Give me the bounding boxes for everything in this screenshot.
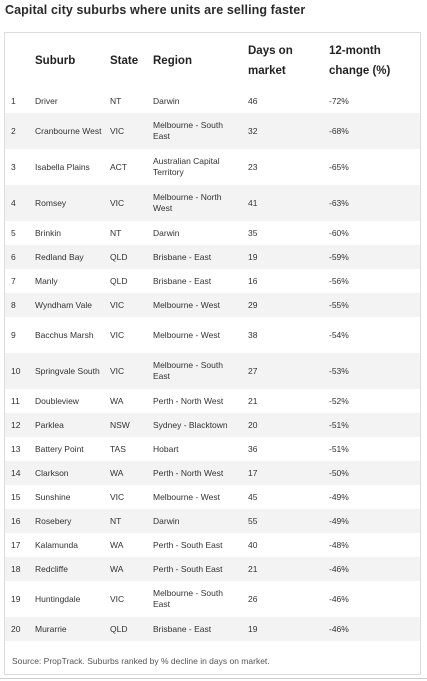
cell-days-on-market: 17 bbox=[248, 467, 258, 478]
cell-change: -46% bbox=[329, 623, 349, 634]
cell-suburb: Driver bbox=[35, 95, 58, 106]
column-header-12-month-change: 12-month change (%) bbox=[329, 45, 391, 77]
cell-rank: 10 bbox=[11, 365, 21, 376]
cell-rank: 11 bbox=[11, 395, 20, 406]
cell-suburb: Clarkson bbox=[35, 467, 69, 478]
cell-days-on-market: 38 bbox=[248, 329, 258, 340]
cell-rank: 20 bbox=[11, 623, 21, 634]
cell-change: -50% bbox=[329, 467, 349, 478]
cell-suburb: Brinkin bbox=[35, 227, 61, 238]
cell-region: Brisbane - East bbox=[153, 275, 212, 286]
cell-days-on-market: 19 bbox=[248, 623, 258, 634]
bottom-divider bbox=[0, 678, 427, 679]
cell-suburb: Doubleview bbox=[35, 395, 79, 406]
cell-suburb: Wyndham Vale bbox=[35, 299, 92, 310]
table-row bbox=[5, 485, 420, 509]
cell-state: NT bbox=[110, 95, 122, 106]
cell-suburb: Manly bbox=[35, 275, 58, 286]
cell-rank: 4 bbox=[11, 197, 16, 208]
cell-rank: 3 bbox=[11, 161, 16, 172]
cell-change: -72% bbox=[329, 95, 349, 106]
suburbs-table bbox=[5, 33, 420, 641]
cell-change: -46% bbox=[329, 563, 349, 574]
cell-rank: 1 bbox=[11, 95, 16, 106]
table-row bbox=[5, 89, 420, 113]
table-row bbox=[5, 581, 420, 617]
cell-state: QLD bbox=[110, 251, 128, 262]
cell-state: VIC bbox=[110, 365, 125, 376]
table-row bbox=[5, 149, 420, 185]
cell-region: Brisbane - East bbox=[153, 623, 212, 634]
source-note: Source: PropTrack. Suburbs ranked by % decline in days on market. bbox=[12, 656, 270, 666]
cell-change: -60% bbox=[329, 227, 349, 238]
cell-suburb: Parklea bbox=[35, 419, 64, 430]
cell-region: Melbourne - South East bbox=[153, 588, 223, 609]
table-row bbox=[5, 509, 420, 533]
cell-state: VIC bbox=[110, 491, 125, 502]
cell-region: Perth - North West bbox=[153, 395, 224, 406]
column-header-suburb: Suburb bbox=[35, 55, 76, 67]
column-header-days-on-market: Days on market bbox=[248, 45, 293, 77]
cell-days-on-market: 46 bbox=[248, 95, 258, 106]
cell-region: Melbourne - South East bbox=[153, 120, 223, 141]
cell-state: WA bbox=[110, 539, 124, 550]
cell-change: -51% bbox=[329, 419, 349, 430]
table-row bbox=[5, 389, 420, 413]
cell-days-on-market: 41 bbox=[248, 197, 258, 208]
cell-state: WA bbox=[110, 467, 124, 478]
cell-days-on-market: 40 bbox=[248, 539, 258, 550]
cell-change: -63% bbox=[329, 197, 349, 208]
cell-state: VIC bbox=[110, 125, 125, 136]
cell-state: WA bbox=[110, 395, 124, 406]
cell-days-on-market: 32 bbox=[248, 125, 258, 136]
cell-state: QLD bbox=[110, 275, 128, 286]
cell-rank: 16 bbox=[11, 515, 21, 526]
cell-change: -55% bbox=[329, 299, 349, 310]
table-row bbox=[5, 353, 420, 389]
cell-region: Darwin bbox=[153, 515, 180, 526]
cell-rank: 7 bbox=[11, 275, 16, 286]
cell-state: TAS bbox=[110, 443, 126, 454]
cell-change: -68% bbox=[329, 125, 349, 136]
cell-rank: 6 bbox=[11, 251, 16, 262]
cell-change: -65% bbox=[329, 161, 349, 172]
cell-region: Sydney - Blacktown bbox=[153, 419, 228, 430]
cell-region: Perth - South East bbox=[153, 539, 223, 550]
cell-days-on-market: 16 bbox=[248, 275, 258, 286]
cell-suburb: Kalamunda bbox=[35, 539, 79, 550]
table-row bbox=[5, 293, 420, 317]
cell-state: QLD bbox=[110, 623, 128, 634]
column-header-region: Region bbox=[153, 55, 192, 67]
cell-rank: 5 bbox=[11, 227, 16, 238]
cell-state: NSW bbox=[110, 419, 130, 430]
cell-region: Melbourne - West bbox=[153, 299, 220, 310]
cell-state: NT bbox=[110, 515, 122, 526]
column-header-state: State bbox=[110, 55, 139, 67]
cell-days-on-market: 29 bbox=[248, 299, 258, 310]
table-row bbox=[5, 245, 420, 269]
column-header-rank bbox=[5, 33, 31, 89]
table-row bbox=[5, 617, 420, 641]
cell-region: Melbourne - South East bbox=[153, 360, 223, 381]
cell-region: Australian Capital Territory bbox=[153, 156, 220, 177]
data-table-card bbox=[4, 32, 421, 675]
cell-change: -49% bbox=[329, 491, 349, 502]
cell-suburb: Cranbourne West bbox=[35, 125, 102, 136]
cell-rank: 13 bbox=[11, 443, 21, 454]
cell-rank: 9 bbox=[11, 329, 16, 340]
cell-change: -49% bbox=[329, 515, 349, 526]
table-row bbox=[5, 317, 420, 353]
cell-state: VIC bbox=[110, 299, 125, 310]
cell-days-on-market: 55 bbox=[248, 515, 258, 526]
cell-suburb: Bacchus Marsh bbox=[35, 329, 94, 340]
cell-suburb: Huntingdale bbox=[35, 593, 81, 604]
cell-change: -51% bbox=[329, 443, 349, 454]
cell-state: NT bbox=[110, 227, 122, 238]
cell-rank: 17 bbox=[11, 539, 21, 550]
cell-days-on-market: 36 bbox=[248, 443, 258, 454]
cell-region: Melbourne - West bbox=[153, 329, 220, 340]
cell-suburb: Redland Bay bbox=[35, 251, 84, 262]
cell-rank: 12 bbox=[11, 419, 21, 430]
cell-rank: 14 bbox=[11, 467, 21, 478]
cell-rank: 19 bbox=[11, 593, 21, 604]
cell-region: Darwin bbox=[153, 95, 180, 106]
cell-change: -48% bbox=[329, 539, 349, 550]
table-row bbox=[5, 113, 420, 149]
cell-region: Perth - North West bbox=[153, 467, 224, 478]
cell-rank: 8 bbox=[11, 299, 16, 310]
cell-suburb: Battery Point bbox=[35, 443, 84, 454]
cell-days-on-market: 23 bbox=[248, 161, 258, 172]
cell-region: Melbourne - West bbox=[153, 491, 220, 502]
table-row bbox=[5, 221, 420, 245]
cell-change: -54% bbox=[329, 329, 349, 340]
table-body bbox=[5, 89, 420, 641]
table-row bbox=[5, 533, 420, 557]
table-row bbox=[5, 437, 420, 461]
cell-days-on-market: 26 bbox=[248, 593, 258, 604]
cell-region: Darwin bbox=[153, 227, 180, 238]
cell-days-on-market: 21 bbox=[248, 395, 258, 406]
cell-region: Brisbane - East bbox=[153, 251, 212, 262]
cell-state: VIC bbox=[110, 197, 125, 208]
cell-state: VIC bbox=[110, 593, 125, 604]
cell-change: -46% bbox=[329, 593, 349, 604]
cell-suburb: Springvale South bbox=[35, 365, 100, 376]
cell-days-on-market: 35 bbox=[248, 227, 258, 238]
cell-state: ACT bbox=[110, 161, 127, 172]
cell-days-on-market: 19 bbox=[248, 251, 258, 262]
cell-change: -59% bbox=[329, 251, 349, 262]
cell-rank: 18 bbox=[11, 563, 21, 574]
cell-state: WA bbox=[110, 563, 124, 574]
table-row bbox=[5, 413, 420, 437]
cell-rank: 15 bbox=[11, 491, 21, 502]
table-row bbox=[5, 185, 420, 221]
cell-change: -52% bbox=[329, 395, 349, 406]
cell-days-on-market: 45 bbox=[248, 491, 258, 502]
page-title: Capital city suburbs where units are selling faster bbox=[5, 3, 306, 17]
cell-suburb: Redcliffe bbox=[35, 563, 68, 574]
cell-suburb: Isabella Plains bbox=[35, 161, 90, 172]
cell-suburb: Romsey bbox=[35, 197, 67, 208]
cell-days-on-market: 20 bbox=[248, 419, 258, 430]
table-header-row bbox=[5, 33, 420, 89]
cell-suburb: Murarrie bbox=[35, 623, 67, 634]
cell-change: -53% bbox=[329, 365, 349, 376]
cell-days-on-market: 27 bbox=[248, 365, 258, 376]
cell-state: VIC bbox=[110, 329, 125, 340]
cell-region: Perth - South East bbox=[153, 563, 223, 574]
cell-rank: 2 bbox=[11, 125, 16, 136]
cell-change: -56% bbox=[329, 275, 349, 286]
cell-suburb: Sunshine bbox=[35, 491, 71, 502]
table-row bbox=[5, 461, 420, 485]
table-row bbox=[5, 269, 420, 293]
cell-suburb: Rosebery bbox=[35, 515, 72, 526]
cell-region: Hobart bbox=[153, 443, 179, 454]
table-row bbox=[5, 557, 420, 581]
cell-region: Melbourne - North West bbox=[153, 192, 222, 213]
cell-days-on-market: 21 bbox=[248, 563, 258, 574]
